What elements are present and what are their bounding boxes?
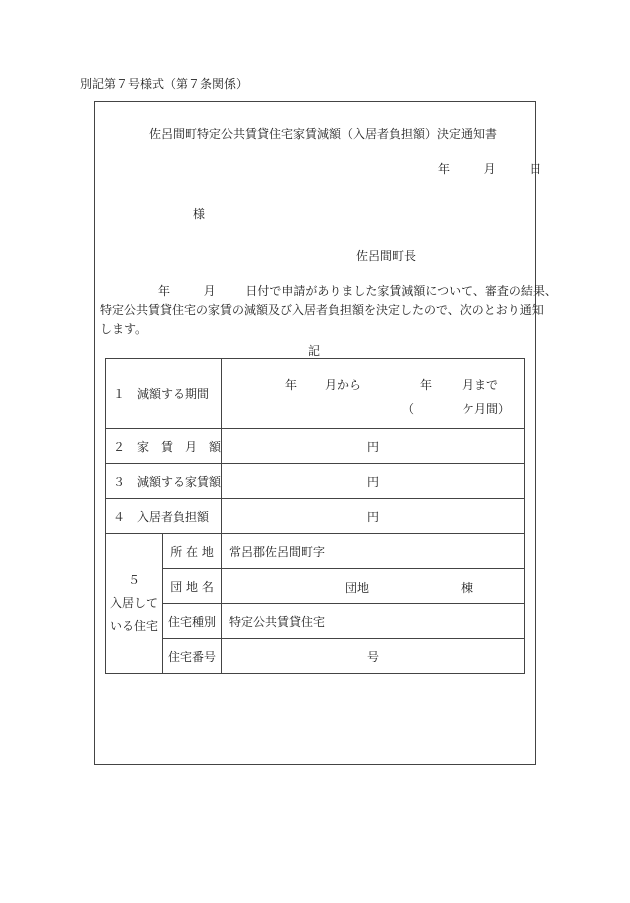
label-residence-line1: 入居して bbox=[109, 596, 158, 610]
period-from-year: 年 bbox=[285, 378, 298, 392]
label-reduction: ３ 減額する家賃額 bbox=[106, 464, 222, 499]
row-complex bbox=[106, 569, 525, 604]
body-line-3: します。 bbox=[100, 322, 148, 336]
row-number bbox=[106, 639, 525, 674]
date-line bbox=[438, 160, 541, 177]
label-type: 住宅種別 bbox=[163, 604, 222, 639]
label-residence-num: ５ bbox=[127, 573, 140, 587]
row-type bbox=[106, 604, 525, 639]
row-rent bbox=[106, 429, 525, 464]
value-type: 特定公共賃貸住宅 bbox=[222, 604, 525, 639]
period-from-month: 月から bbox=[325, 378, 362, 392]
issuer: 佐呂間町長 bbox=[356, 249, 417, 263]
document-title: 佐呂間町特定公共賃貸住宅家賃減額（入居者負担額）決定通知書 bbox=[149, 127, 498, 141]
row-period bbox=[106, 359, 525, 429]
body-line-1-rest: 日付で申請がありました家賃減額について、審査の結果、 bbox=[245, 284, 557, 298]
label-number: 住宅番号 bbox=[163, 639, 222, 674]
row-location bbox=[106, 534, 525, 569]
row-reduction bbox=[106, 464, 525, 499]
label-burden: ４ 入居者負担額 bbox=[106, 499, 222, 534]
row-burden bbox=[106, 499, 525, 534]
value-complex bbox=[222, 569, 525, 604]
value-rent: 円 bbox=[222, 429, 525, 464]
period-to-year: 年 bbox=[420, 378, 433, 392]
period-to-month: 月まで bbox=[462, 378, 499, 392]
value-reduction: 円 bbox=[222, 464, 525, 499]
addressee-suffix: 様 bbox=[193, 207, 206, 221]
label-residence bbox=[106, 534, 163, 674]
details-table bbox=[105, 358, 525, 674]
months-open: （ bbox=[402, 402, 415, 416]
body-line-1 bbox=[158, 282, 557, 299]
label-complex: 団 地 名 bbox=[163, 569, 222, 604]
label-rent: ２ 家 賃 月 額 bbox=[106, 429, 222, 464]
value-burden: 円 bbox=[222, 499, 525, 534]
complex-name: 団地 bbox=[345, 581, 370, 595]
body-line-2: 特定公共賃貸住宅の家賃の減額及び入居者負担額を決定したので、次のとおり通知 bbox=[100, 303, 544, 317]
ki-heading: 記 bbox=[308, 344, 321, 358]
value-period bbox=[222, 359, 525, 429]
date-month: 月 bbox=[483, 162, 496, 176]
label-location: 所 在 地 bbox=[163, 534, 222, 569]
form-number: 別記第７号様式（第７条関係） bbox=[80, 77, 249, 91]
date-year: 年 bbox=[438, 162, 451, 176]
label-residence-line2: いる住宅 bbox=[109, 619, 158, 633]
body-month: 月 bbox=[203, 284, 216, 298]
label-period: １ 減額する期間 bbox=[106, 359, 222, 429]
date-day: 日 bbox=[529, 162, 542, 176]
body-year: 年 bbox=[158, 284, 171, 298]
value-number: 号 bbox=[222, 639, 525, 674]
complex-building: 棟 bbox=[461, 581, 474, 595]
months-close: ケ月間） bbox=[462, 402, 511, 416]
value-location: 常呂郡佐呂間町字 bbox=[222, 534, 525, 569]
